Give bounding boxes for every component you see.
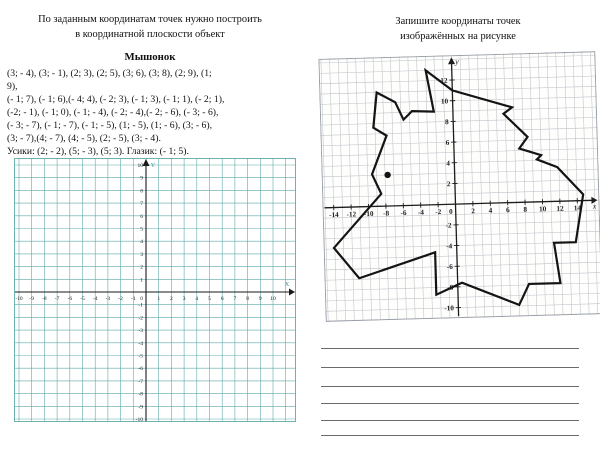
left-task-title-line2: в координатной плоскости объект: [75, 28, 225, 40]
y-axis-label: у: [455, 57, 459, 67]
answer-line: [321, 386, 579, 387]
svg-text:-4: -4: [446, 242, 453, 251]
svg-text:8: 8: [140, 188, 143, 195]
svg-text:-2: -2: [435, 208, 442, 217]
svg-text:6: 6: [505, 206, 510, 215]
svg-text:-2: -2: [118, 296, 123, 302]
svg-text:10: 10: [538, 205, 547, 214]
svg-text:2: 2: [170, 296, 173, 302]
svg-text:-2: -2: [138, 315, 143, 322]
svg-text:-8: -8: [447, 283, 454, 292]
svg-text:5: 5: [140, 226, 143, 233]
svg-text:9: 9: [140, 175, 143, 182]
svg-text:-10: -10: [444, 304, 455, 313]
svg-text:-6: -6: [138, 366, 143, 373]
svg-text:7: 7: [233, 296, 237, 302]
svg-text:4: 4: [140, 239, 143, 246]
svg-text:2: 2: [446, 180, 451, 189]
svg-text:-3: -3: [138, 328, 143, 335]
svg-text:-3: -3: [105, 296, 111, 302]
svg-text:6: 6: [140, 213, 143, 220]
svg-text:0: 0: [140, 296, 143, 302]
svg-text:-1: -1: [131, 296, 136, 302]
svg-text:-4: -4: [138, 340, 143, 347]
svg-text:-9: -9: [138, 404, 143, 411]
svg-text:-4: -4: [417, 208, 425, 217]
svg-text:4: 4: [446, 159, 450, 168]
svg-text:-7: -7: [54, 296, 60, 302]
svg-text:-1: -1: [138, 302, 143, 309]
svg-text:-5: -5: [138, 353, 143, 360]
figure-name-heading: Мышонок: [124, 51, 176, 63]
answer-line: [321, 348, 579, 349]
left-task-title-line1: По заданным координатам точек нужно построить: [38, 14, 262, 25]
coordinates-line: 9),: [7, 81, 18, 92]
answer-line: [321, 435, 579, 436]
svg-text:-9: -9: [29, 296, 34, 302]
svg-text:3: 3: [140, 251, 143, 258]
svg-text:12: 12: [556, 204, 564, 213]
svg-text:-2: -2: [445, 221, 452, 230]
right-task-title-line2: изображённых на рисунке: [400, 31, 516, 42]
svg-text:12: 12: [440, 76, 448, 85]
svg-text:6: 6: [220, 296, 224, 302]
right-task-title: [316, 14, 600, 44]
right-worksheet-page: [300, 0, 600, 450]
svg-text:10: 10: [440, 97, 449, 106]
svg-text:-12: -12: [346, 210, 357, 219]
coordinates-line: (- 3; - 7), (- 1; - 7), (- 1; - 5), (1; - 5), (1; - 6), (3; - 6),: [7, 120, 212, 131]
svg-text:1: 1: [140, 277, 143, 284]
svg-text:-6: -6: [67, 296, 73, 302]
svg-text:-5: -5: [80, 296, 85, 302]
coordinates-line: (- 1; 7), (- 1; 6),(- 4; 4), (- 2; 3), (- 1; 3), (- 1; 1), (- 2; 1),: [7, 94, 225, 105]
svg-text:-8: -8: [42, 296, 47, 302]
svg-text:6: 6: [445, 138, 450, 147]
svg-text:2: 2: [471, 207, 476, 216]
svg-text:7: 7: [140, 201, 143, 208]
svg-text:1: 1: [157, 296, 161, 302]
svg-text:-7: -7: [138, 378, 143, 385]
svg-text:-8: -8: [138, 391, 143, 398]
svg-text:-14: -14: [329, 210, 339, 220]
empty-coordinate-grid: [14, 158, 296, 422]
answer-line: [321, 367, 579, 368]
svg-text:0: 0: [448, 207, 453, 216]
wolf-grid-wrap: [318, 51, 600, 322]
coordinates-line: (-2; - 1), (- 1; 0), (- 1; - 4), (- 2; - 4),(- 2; - 6), (- 3; - 6),: [7, 107, 219, 118]
x-axis-label: X: [284, 281, 290, 288]
svg-text:10: 10: [270, 296, 276, 302]
svg-text:9: 9: [258, 296, 262, 302]
answer-line: [321, 420, 579, 421]
svg-text:-6: -6: [446, 262, 453, 272]
wolf-coordinate-grid: [318, 51, 600, 322]
coordinates-list: [7, 67, 297, 158]
svg-text:4: 4: [488, 206, 493, 215]
y-axis-label: Y: [150, 162, 156, 169]
coordinates-line: (3; - 4), (3; - 1), (2; 3), (2; 5), (3; 6), (3; 8), (2; 9), (1;: [7, 68, 212, 79]
svg-text:-6: -6: [400, 209, 407, 218]
svg-text:-10: -10: [363, 209, 374, 219]
svg-text:5: 5: [208, 296, 211, 302]
svg-text:8: 8: [444, 118, 449, 127]
svg-text:-4: -4: [92, 296, 98, 302]
coordinates-line: (3; - 7),(4; - 7), (4; - 5), (2; - 5), (3; - 4).: [7, 133, 161, 144]
svg-text:2: 2: [140, 264, 143, 271]
left-task-title: [5, 13, 295, 42]
svg-text:14: 14: [573, 204, 582, 213]
svg-text:-8: -8: [383, 209, 390, 218]
svg-text:8: 8: [523, 205, 528, 214]
coordinates-line: Усики: (2; - 2), (5; - 3), (5; 3). Глазик: (- 1; 5).: [7, 146, 189, 157]
svg-text:-10: -10: [15, 296, 23, 302]
svg-text:3: 3: [182, 296, 186, 302]
answer-line: [321, 403, 579, 404]
right-task-title-line1: Запишите координаты точек: [395, 16, 521, 27]
svg-text:-10: -10: [135, 417, 143, 422]
svg-text:8: 8: [246, 296, 249, 302]
svg-text:10: 10: [137, 163, 143, 169]
x-axis-label: x: [592, 201, 597, 211]
svg-text:4: 4: [195, 296, 199, 302]
